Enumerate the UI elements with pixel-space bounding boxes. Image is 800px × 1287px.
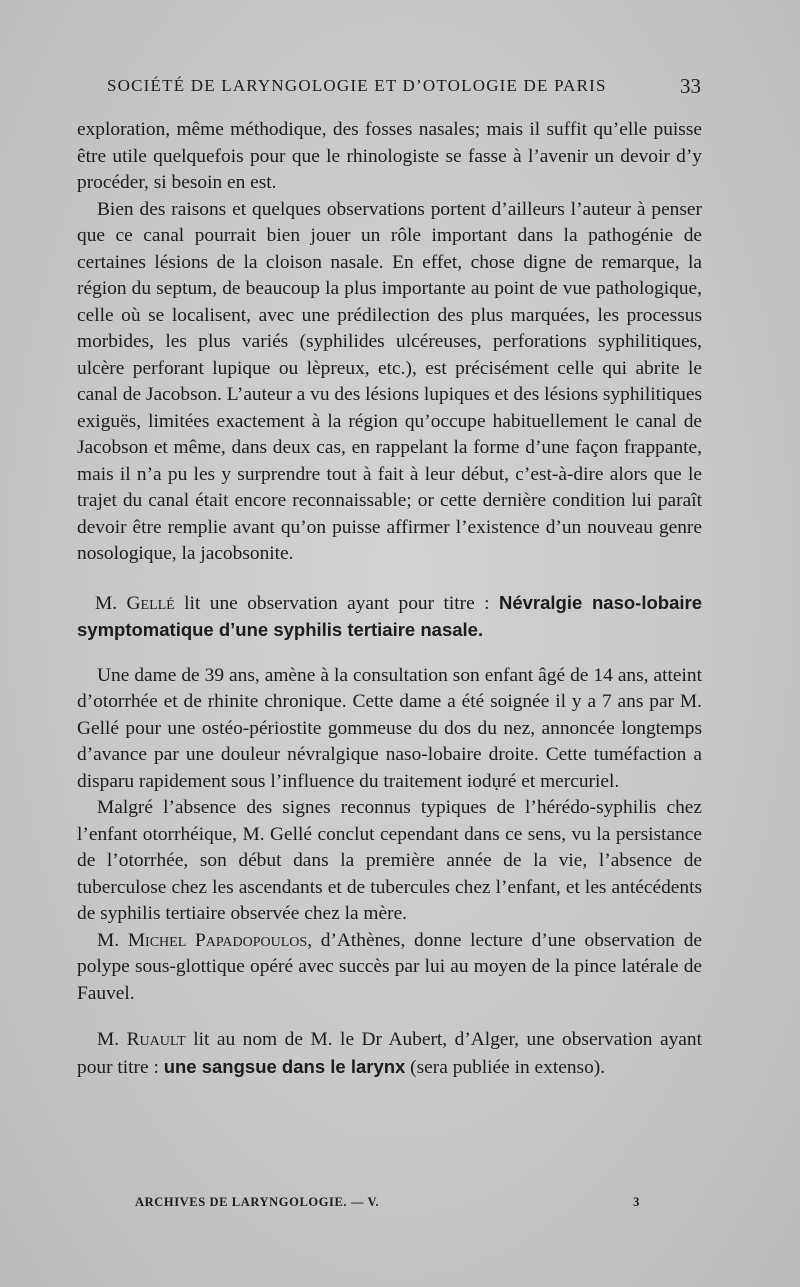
running-title: SOCIÉTÉ DE LARYNGOLOGIE ET D’OTOLOGIE DE PARIS bbox=[107, 76, 607, 95]
ruault-title: une sangsue dans le larynx bbox=[163, 1055, 406, 1077]
ruault-text-a: lit au nom de M. le Dr Aubert, d’Alger, une observation ayant pour titre : bbox=[77, 1029, 702, 1078]
speaker-gelle: M. Gellé bbox=[95, 592, 175, 614]
ruault-text-b: (sera publiée in extenso). bbox=[405, 1056, 606, 1078]
page-number: 33 bbox=[680, 74, 701, 98]
body-text bbox=[77, 117, 702, 1081]
paragraph-case: Une dame de 39 ans, amène à la consultation son enfant âgé de 14 ans, atteint d’otorrhée et de rhinite chronique. Cette dame a été soignée il y a 7 ans par M. Gellé pour une ostéo-périostite gommeuse du dos du nez, annoncée longtemps d’avance par une douleur névralgique naso-lobaire droite. Cette tuméfaction a disparu rapidement sous l’influence du traitement iodụré et mercuriel. bbox=[77, 664, 702, 792]
paragraph-continuation: exploration, même méthodique, des fosses nasales; mais il suffit qu’elle puisse être utile quelquefois pour que le rhinologiste se fasse à l’avenir un devoir d’y procéder, si besoin en est. bbox=[77, 119, 702, 193]
speaker-ruault: M. Ruault bbox=[97, 1029, 186, 1050]
speaker-papadopoulos: M. Michel Papadopoulos bbox=[97, 929, 308, 951]
gelle-intro: lit une observation ayant pour titre : bbox=[174, 592, 499, 614]
gelle-title: Névralgie naso-lobaire symptomatique d’une syphilis tertiaire nasale. bbox=[77, 591, 702, 640]
footer-signature: 3 bbox=[633, 1195, 640, 1209]
papadopoulos-communication bbox=[77, 928, 702, 1008]
paragraph-conclusion: Malgré l’absence des signes reconnus typiques de l’hérédo-syphilis chez l’enfant otorrhéique, M. Gellé conclut cependant dans ce sens, vu la persistance de l’otorrhée, son début dans la première année de la vie, l’absence de tuberculose chez les ascendants et de tubercules chez l’enfant, et les antécédents de syphilis tertiaire observée chez la mère. bbox=[77, 797, 702, 924]
footer-journal: ARCHIVES DE LARYNGOLOGIE. — V. bbox=[135, 1195, 380, 1209]
ruault-communication bbox=[77, 1027, 702, 1081]
gelle-communication bbox=[77, 590, 702, 645]
paragraph-jacobson: Bien des raisons et quelques observations portent d’ailleurs l’auteur à penser que ce canal pourrait bien jouer un rôle important dans la pathogénie de certaines lésions de la cloison nasale. En effet, chose digne de remarque, la région du septum, de beaucoup la plus importante au point de vue pathologique, celle où se localisent, avec une prédilection des plus marquées, les processus morbides, les plus variés (syphilides ulcéreuses, perforations syphilitiques, ulcère perforant lupique ou lèpreux, etc.), est précisément celle qui abrite le canal de Jacobson. L’auteur a vu des lésions lupiques et des lésions syphilitiques exiguës, limitées exactement à la région qu’occupe habituellement le canal de Jacobson et même, dans deux cas, en rappelant la forme d’une façon frappante, mais il n’a pu les y surprendre tout à fait à leur début, c’est-à-dire alors que le trajet du canal était encore reconnaissable; or cette dernière condition lui paraît devoir être remplie avant qu’on puisse affirmer l’existence d’un nouveau genre nosologique, la jacobsonite. bbox=[77, 198, 702, 564]
running-header bbox=[107, 76, 701, 102]
papadopoulos-text: , d’Athènes, donne lecture d’une observation de polype sous-glottique opéré avec succès par lui au moyen de la pince latérale de Fauvel. bbox=[77, 929, 703, 1004]
